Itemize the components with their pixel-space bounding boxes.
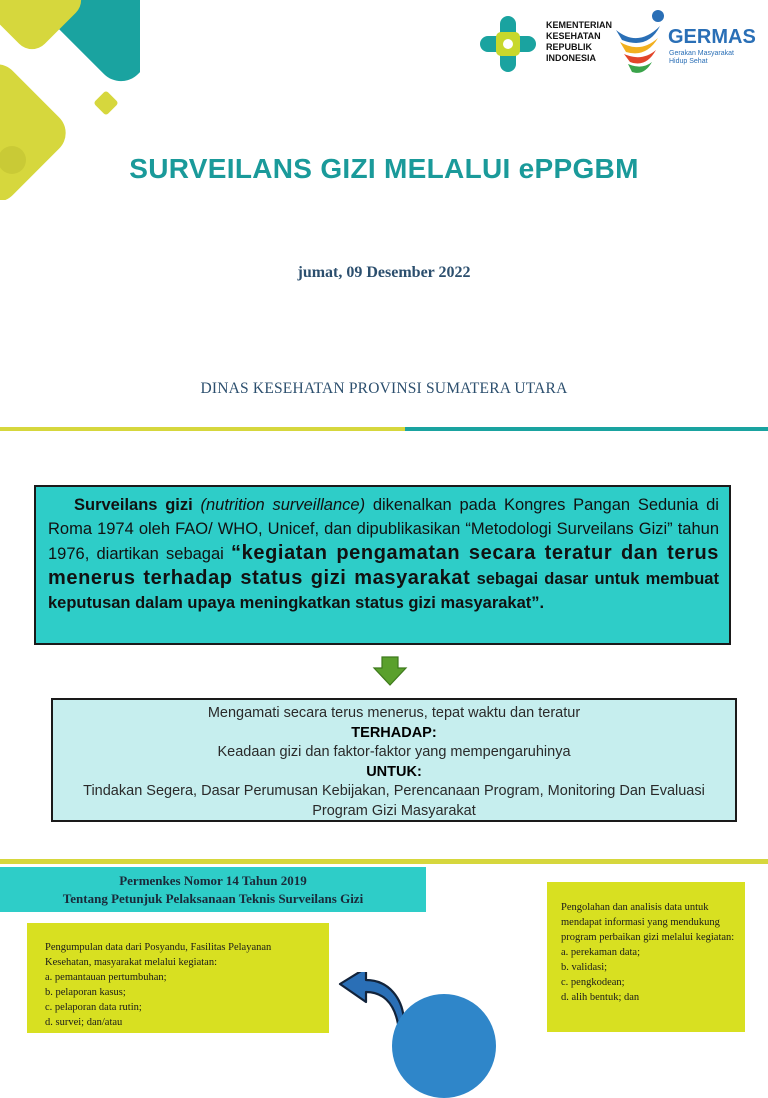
germas-figure-icon	[612, 6, 668, 76]
list-item: a. perekaman data;	[561, 947, 640, 958]
list-item: d. alih bentuk; dan	[561, 992, 640, 1003]
definition-quote-highlight: “kegiatan pengamatan secara teratur dan terus menerus terhadap status gizi masyarakat	[48, 542, 720, 589]
definition-intro: dikenalkan pada Kongres Pangan Sedunia di Roma 1974 oleh FAO/ WHO, Unicef, dan dipublikasikan “Metodologi Surveilans Gizi” tahun 1976, diartikan sebagai	[48, 496, 719, 563]
kemenkes-logo	[480, 14, 613, 76]
kemenkes-line: REPUBLIK	[546, 42, 593, 52]
presentation-date: jumat, 09 Desember 2022	[297, 264, 471, 281]
germas-subtitle-line: Gerakan Masyarakat	[669, 50, 734, 57]
kemenkes-cross-icon	[480, 14, 540, 76]
kemenkes-line: KEMENTERIAN	[546, 20, 613, 30]
processing-box	[547, 882, 745, 1032]
definition-term-translation: (nutrition surveillance)	[200, 496, 366, 514]
page-title: SURVEILANS GIZI MELALUI ePPGBM	[129, 153, 639, 184]
germas-logo	[612, 6, 764, 76]
summary-heading-untuk: UNTUK:	[366, 763, 422, 780]
definition-box	[34, 485, 731, 645]
definition-term: Surveilans gizi	[74, 496, 193, 514]
regulation-banner	[0, 867, 426, 912]
regulation-line: Permenkes Nomor 14 Tahun 2019	[119, 873, 307, 888]
definition-quote-rest: sebagai dasar untuk membuat keputusan dalam upaya meningkatkan status gizi masyarakat”.	[48, 570, 719, 612]
list-item: c. pengkodean;	[561, 977, 625, 988]
list-item: b. validasi;	[561, 962, 608, 973]
germas-title: GERMAS	[668, 26, 756, 48]
regulation-line: Tentang Petunjuk Pelaksanaan Teknis Surveilans Gizi	[62, 891, 364, 906]
divider-yellow-2	[0, 859, 768, 864]
summary-box	[51, 698, 737, 822]
summary-line: Tindakan Segera, Dasar Perumusan Kebijakan, Perencanaan Program, Monitoring Dan Evaluasi Program Gizi Masyarakat	[83, 783, 705, 819]
divider-yellow	[0, 427, 405, 431]
arrow-down-icon	[372, 656, 408, 686]
divider-teal	[405, 427, 768, 431]
kemenkes-line: INDONESIA	[546, 53, 597, 63]
summary-line: Mengamati secara terus menerus, tepat waktu dan teratur	[207, 705, 581, 721]
curved-arrow-icon	[336, 972, 406, 1024]
summary-heading-terhadap: TERHADAP:	[351, 724, 437, 741]
list-item: d. survei; dan/atau	[45, 1017, 123, 1028]
summary-line: Keadaan gizi dan faktor-faktor yang mempengaruhinya	[217, 744, 571, 760]
collection-intro: Pengumpulan data dari Posyandu, Fasilitas Pelayanan Kesehatan, masyarakat melalui kegiatan:	[45, 942, 272, 968]
germas-subtitle	[669, 50, 734, 66]
list-item: c. pelaporan data rutin;	[45, 1002, 142, 1013]
processing-intro: Pengolahan dan analisis data untuk mendapat informasi yang mendukung program perbaikan gizi melalui kegiatan:	[561, 902, 735, 943]
list-item: b. pelaporan kasus;	[45, 987, 126, 998]
process-circle	[392, 994, 496, 1098]
kemenkes-text	[546, 20, 612, 64]
collection-box	[27, 923, 329, 1033]
germas-subtitle-line: Hidup Sehat	[669, 58, 708, 65]
list-item: a. pemantauan pertumbuhan;	[45, 972, 167, 983]
kemenkes-line: KESEHATAN	[546, 31, 601, 41]
organization-name: DINAS KESEHATAN PROVINSI SUMATERA UTARA	[200, 380, 568, 397]
